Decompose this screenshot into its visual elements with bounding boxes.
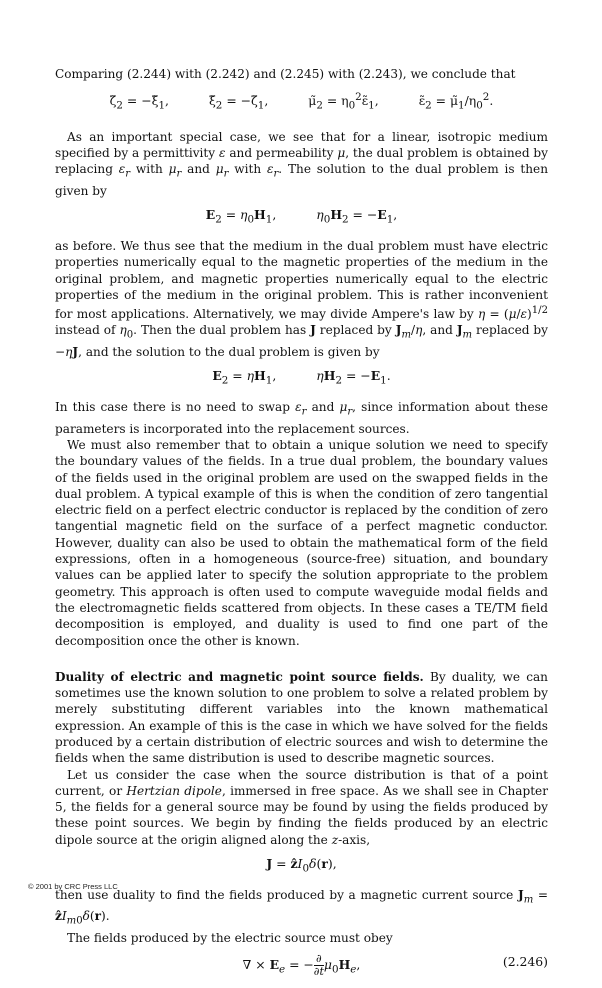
equation-number: (2.246) [502,954,548,970]
page-body [55,66,548,988]
equation-2-246: ∇ × $E_e$ = − ∂ ∂t $\mu_0H_e$, (2.246) [242,952,548,979]
paragraph-2: As an important special case, we see that for a linear, isotropic medium specified by a permittivity ε and permeability μ, the dual problem is obtained by replacing $\varepsilon_r$ with $\mu_r$ and $\mu_r$ with $\varepsilon_r$. The solution to the dual problem is then given by [55,129,548,199]
section-heading: Duality of electric and magnetic point source fields. [55,669,424,684]
equation-dipole-current: J = ẑI$_0$δ(r), [266,856,337,875]
paragraph-6-text: By duality, we can sometimes use the known solution to one problem to solve a related problem by merely substituting different variables into the known mathematical expression. An example of this is the case in which we have solved for the fields produced by a certain distribution of electric sources and wish to determine the fields when the same distribution is used to describe magnetic sources. [55,669,548,766]
copyright-footer: © 2001 by CRC Press LLC [28,882,118,891]
term-hertzian-dipole: Hertzian dipole [126,783,222,798]
paragraph-6 [55,669,548,767]
paragraph-9: The fields produced by the electric source must obey [67,930,393,945]
paragraph-4: In this case there is no need to swap $\varepsilon_r$ and $\mu_r$, since information about these parameters is incorporated into the replacement sources. [55,399,548,436]
equation-dual-fields-2: $E_2 = \eta H_1$, $\eta H_2 = -E_1$. [212,368,391,387]
paragraph-5: We must also remember that to obtain a unique solution we need to specify the boundary values of the fields. In a true dual problem, the boundary values of the fields used in the original problem are used on the swapped fields in the dual problem. A typical example of this is when the condition of zero tangential electric field on a perfect electric conductor is replaced by the condition of zero tangential magnetic field on the surface of a perfect magnetic conductor. However, duality can also be used to obtain the mathematical form of the field expressions, often in a homogeneous (source-free) situation, and boundary values can be applied later to specify the solution appropriate to the problem geometry. This approach is often used to compute waveguide modal fields and the electromagnetic fields scattered from objects. In these cases a TE/TM field decomposition is employed, and duality is used to find one part of the decomposition once the other is known. [55,437,548,648]
paragraph-3: as before. We thus see that the medium in the dual problem must have electric properties numerically equal to the magnetic properties of the medium in the original problem, and magnetic properties numerically equal to the electric properties of the medium in the original problem. This is rather inconvenient for most applications. Alternatively, we may divide Ampere's law by $\eta = (\mu/\varepsilon)^{1/2}$ instead of $\eta_0$. Then the dual problem has J replaced by $J_m/\eta$, and $J_m$ replaced by −ηJ, and the solution to the dual problem is given by [55,238,548,360]
equation-dual-parameters: $\zetã_2$ = $-\xĩ_1$, $\xĩ_2$ = $-\zetã_1$, $\mũ_2$ = $\eta_0^2\varepsiloñ_1$, $\varepsiloñ_2$ = $\mũ_1/\eta_0^2$. [109,91,494,112]
paragraph-7: Let us consider the case when the source distribution is that of a point current, or Hertzian dipole, immersed in free space. As we shall see in Chapter 5, the fields for a general source may be found by using the fields produced by these point sources. We begin by finding the fields produced by an electric dipole source at the origin aligned along the z-axis, [55,767,548,847]
paragraph-8: then use duality to find the fields produced by a magnetic current source $J_m$ = ẑI$_{m0}$δ(r). [55,887,548,927]
equation-dual-fields-1: $E_2 = \eta_0H_1$, $\eta_0H_2 = -E_1$, [205,207,398,226]
paragraph-1: Comparing (2.244) with (2.242) and (2.245) with (2.243), we conclude that [55,67,516,81]
